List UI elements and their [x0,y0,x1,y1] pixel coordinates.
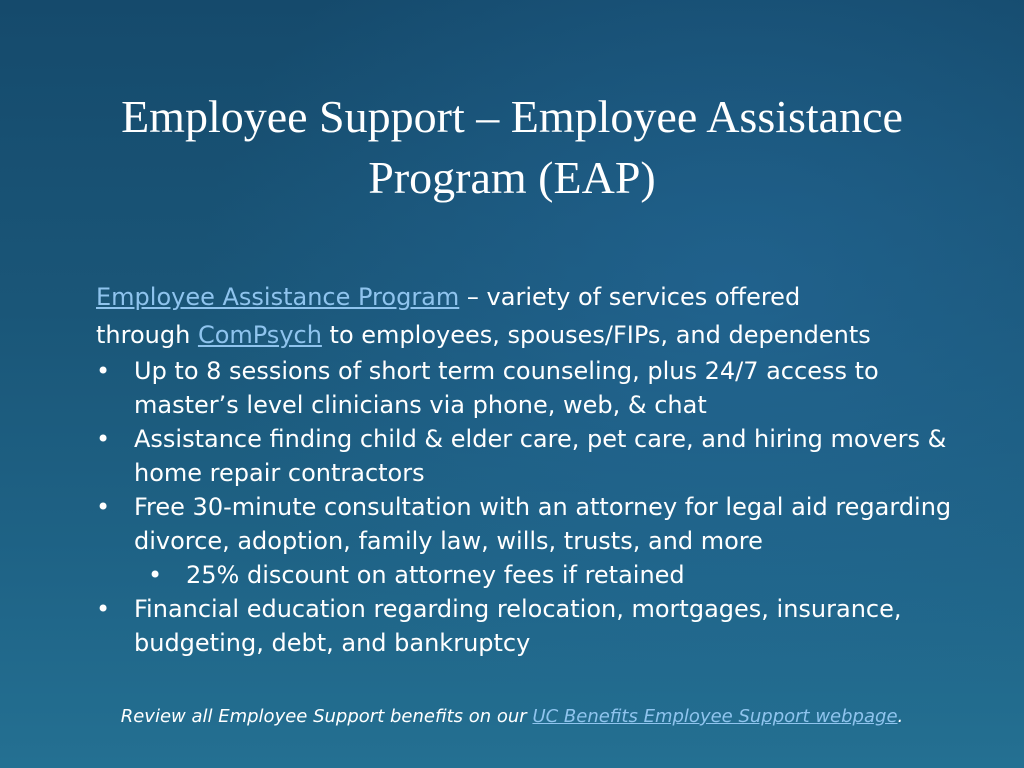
bullet-counseling [96,354,954,422]
slide-title: Employee Support – Employee Assistance Program (EAP) [121,91,903,203]
bullet-text: Free 30-minute consultation with an attorney for legal aid regarding divorce, adoption, family law, wills, trusts, and more [134,493,952,555]
bullet-icon: • [96,595,111,623]
bullet-financial-education [96,592,954,660]
slide-body [96,278,952,660]
intro-paragraph [96,278,896,354]
intro-text-1: – variety of services offered through [96,283,801,349]
bullet-icon: • [148,561,163,589]
compsych-link[interactable]: ComPsych [197,321,322,349]
bullet-legal-aid [96,490,954,592]
bullet-text: Up to 8 sessions of short term counseling, plus 24/7 access to master’s level clinicians via phone, web, & chat [134,357,879,419]
bullet-icon: • [96,357,111,385]
bullet-text: Assistance finding child & elder care, pet care, and hiring movers & home repair contractors [134,425,947,487]
intro-text-2: to employees, spouses/FIPs, and dependents [321,321,871,349]
bullet-icon: • [96,425,111,453]
sub-bullet-attorney-discount [134,558,954,592]
bullet-icon: • [96,493,111,521]
bullet-care-assistance [96,422,954,490]
legal-sub-bullet-list [134,558,954,592]
sub-bullet-text: 25% discount on attorney fees if retained [186,561,685,589]
footer-note [40,704,984,730]
footer-text: Review all Employee Support benefits on our [120,706,533,727]
bullet-text: Financial education regarding relocation, mortgages, insurance, budgeting, debt, and bankruptcy [134,595,902,657]
benefits-webpage-link[interactable]: UC Benefits Employee Support webpage [532,706,898,727]
eap-link[interactable]: Employee Assistance Program [96,283,460,311]
benefit-bullet-list [96,354,952,660]
footer-period: . [897,706,904,727]
